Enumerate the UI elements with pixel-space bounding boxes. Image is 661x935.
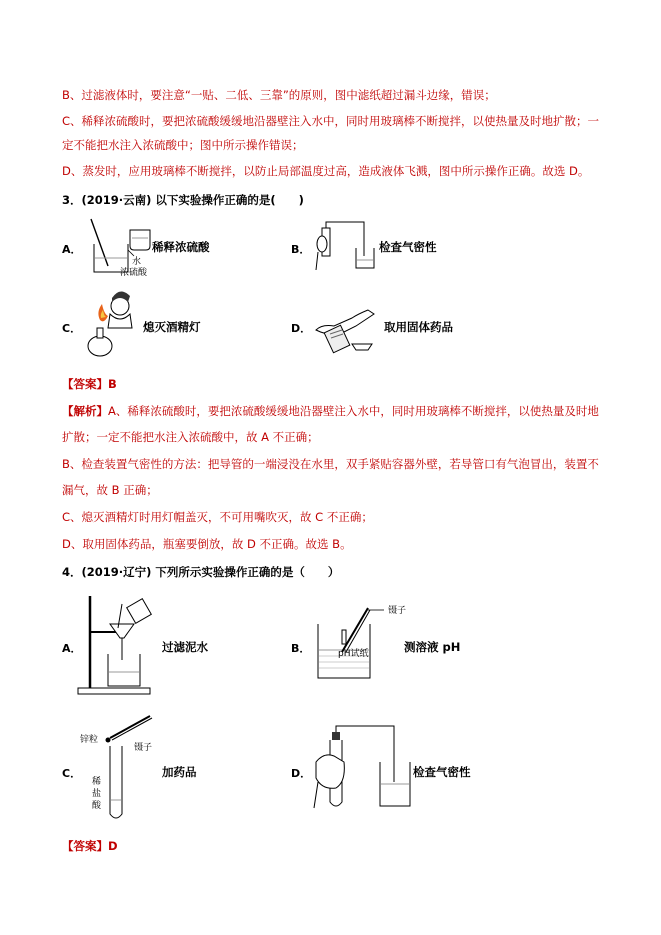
- explanation-line-c1: C、稀释浓硫酸时，要把浓硫酸缓缓地沿器壁注入水中，同时用玻璃棒不断搅拌，以使热量及时地扩散；一: [62, 114, 600, 128]
- q3-option-d-caption: 取用固体药品: [384, 320, 453, 334]
- q4-answer: [62, 838, 118, 854]
- q4-answer-tag: 【答案】: [62, 839, 108, 853]
- explanation-line-c2: 定不能把水注入浓硫酸中；图中所示操作错误；: [62, 138, 304, 152]
- q3-option-c-letter: C．: [62, 322, 82, 335]
- q4-answer-value: D: [108, 839, 118, 853]
- q4-option-a-figure: [78, 594, 160, 696]
- q3-option-a-letter: A．: [62, 243, 82, 256]
- q4-option-a-letter: A．: [62, 642, 82, 655]
- q3-option-b-figure: [308, 222, 380, 274]
- q3-analysis-line-6: D、取用固体药品，瓶塞要倒放，故 D 不正确。故选 B。: [62, 537, 352, 551]
- q4-c-label-suan: 酸: [92, 801, 102, 811]
- q3-a-label-acid: 浓硫酸: [120, 268, 148, 278]
- q3-answer-tag: 【答案】: [62, 377, 108, 391]
- q3-option-c-caption: 熄灭酒精灯: [143, 320, 201, 334]
- q3-analysis-line-4: 漏气，故 B 正确；: [62, 483, 158, 497]
- q4-option-b-letter: B．: [291, 642, 311, 655]
- question-4-title: 4．(2019·辽宁) 下列所示实验操作正确的是（ ）: [62, 565, 340, 579]
- q4-b-label-ph-paper: pH试纸: [338, 649, 369, 659]
- q3-analysis-line-5: C、熄灭酒精灯时用灯帽盖灭，不可用嘴吹灭，故 C 不正确；: [62, 510, 373, 524]
- q3-option-d-letter: D．: [291, 322, 312, 335]
- q4-option-d-caption: 检查气密性: [413, 765, 471, 779]
- q4-option-b-figure: [312, 604, 412, 684]
- q3-option-b-letter: B．: [291, 243, 311, 256]
- q4-option-c-caption: 加药品: [162, 765, 197, 779]
- q3-answer-value: B: [108, 377, 117, 391]
- q4-c-label-zinc: 锌粒: [80, 735, 99, 745]
- q3-option-d-figure: [312, 300, 380, 362]
- q4-option-c-letter: C．: [62, 767, 82, 780]
- q4-option-d-figure: [310, 722, 414, 814]
- explanation-line-d: D、蒸发时，应用玻璃棒不断搅拌，以防止局部温度过高，造成液体飞溅，图中所示操作正确。故选 D。: [62, 164, 590, 178]
- q4-option-b-caption: 测溶液 pH: [404, 640, 461, 654]
- q4-c-label-xi: 稀: [92, 777, 102, 787]
- question-3-title: 3．(2019·云南) 以下实验操作正确的是( ): [62, 193, 304, 207]
- q4-option-a-caption: 过滤泥水: [162, 640, 208, 654]
- q4-b-label-tweezers: 镊子: [388, 606, 407, 616]
- q3-option-a-caption: 稀释浓硫酸: [152, 240, 210, 254]
- q3-option-b-caption: 检查气密性: [379, 240, 437, 254]
- q4-option-c-figure: [80, 710, 162, 822]
- q3-analysis-line-1: [62, 404, 599, 418]
- q3-option-c-figure: [82, 284, 136, 364]
- q3-answer: [62, 376, 117, 392]
- q3-option-a-figure: [86, 216, 156, 276]
- q3-a-label-water: 水: [132, 257, 142, 267]
- q4-option-d-letter: D．: [291, 767, 312, 780]
- q4-c-label-yan: 盐: [92, 789, 102, 799]
- q3-analysis-line-2: 扩散；一定不能把水注入浓硫酸中，故 A 不正确；: [62, 430, 319, 444]
- q3-analysis-text-1: A、稀释浓硫酸时，要把浓硫酸缓缓地沿器壁注入水中，同时用玻璃棒不断搅拌，以使热量及时地: [108, 404, 599, 418]
- q3-analysis-tag: 【解析】: [62, 404, 108, 418]
- q4-c-label-tweezers: 镊子: [134, 743, 153, 753]
- q3-analysis-line-3: B、检查装置气密性的方法：把导管的一端浸没在水里，双手紧贴容器外壁，若导管口有气泡冒出，装置不: [62, 457, 599, 471]
- explanation-line-b: B、过滤液体时，要注意“一贴、二低、三靠”的原则，图中滤纸超过漏斗边缘，错误；: [62, 88, 496, 102]
